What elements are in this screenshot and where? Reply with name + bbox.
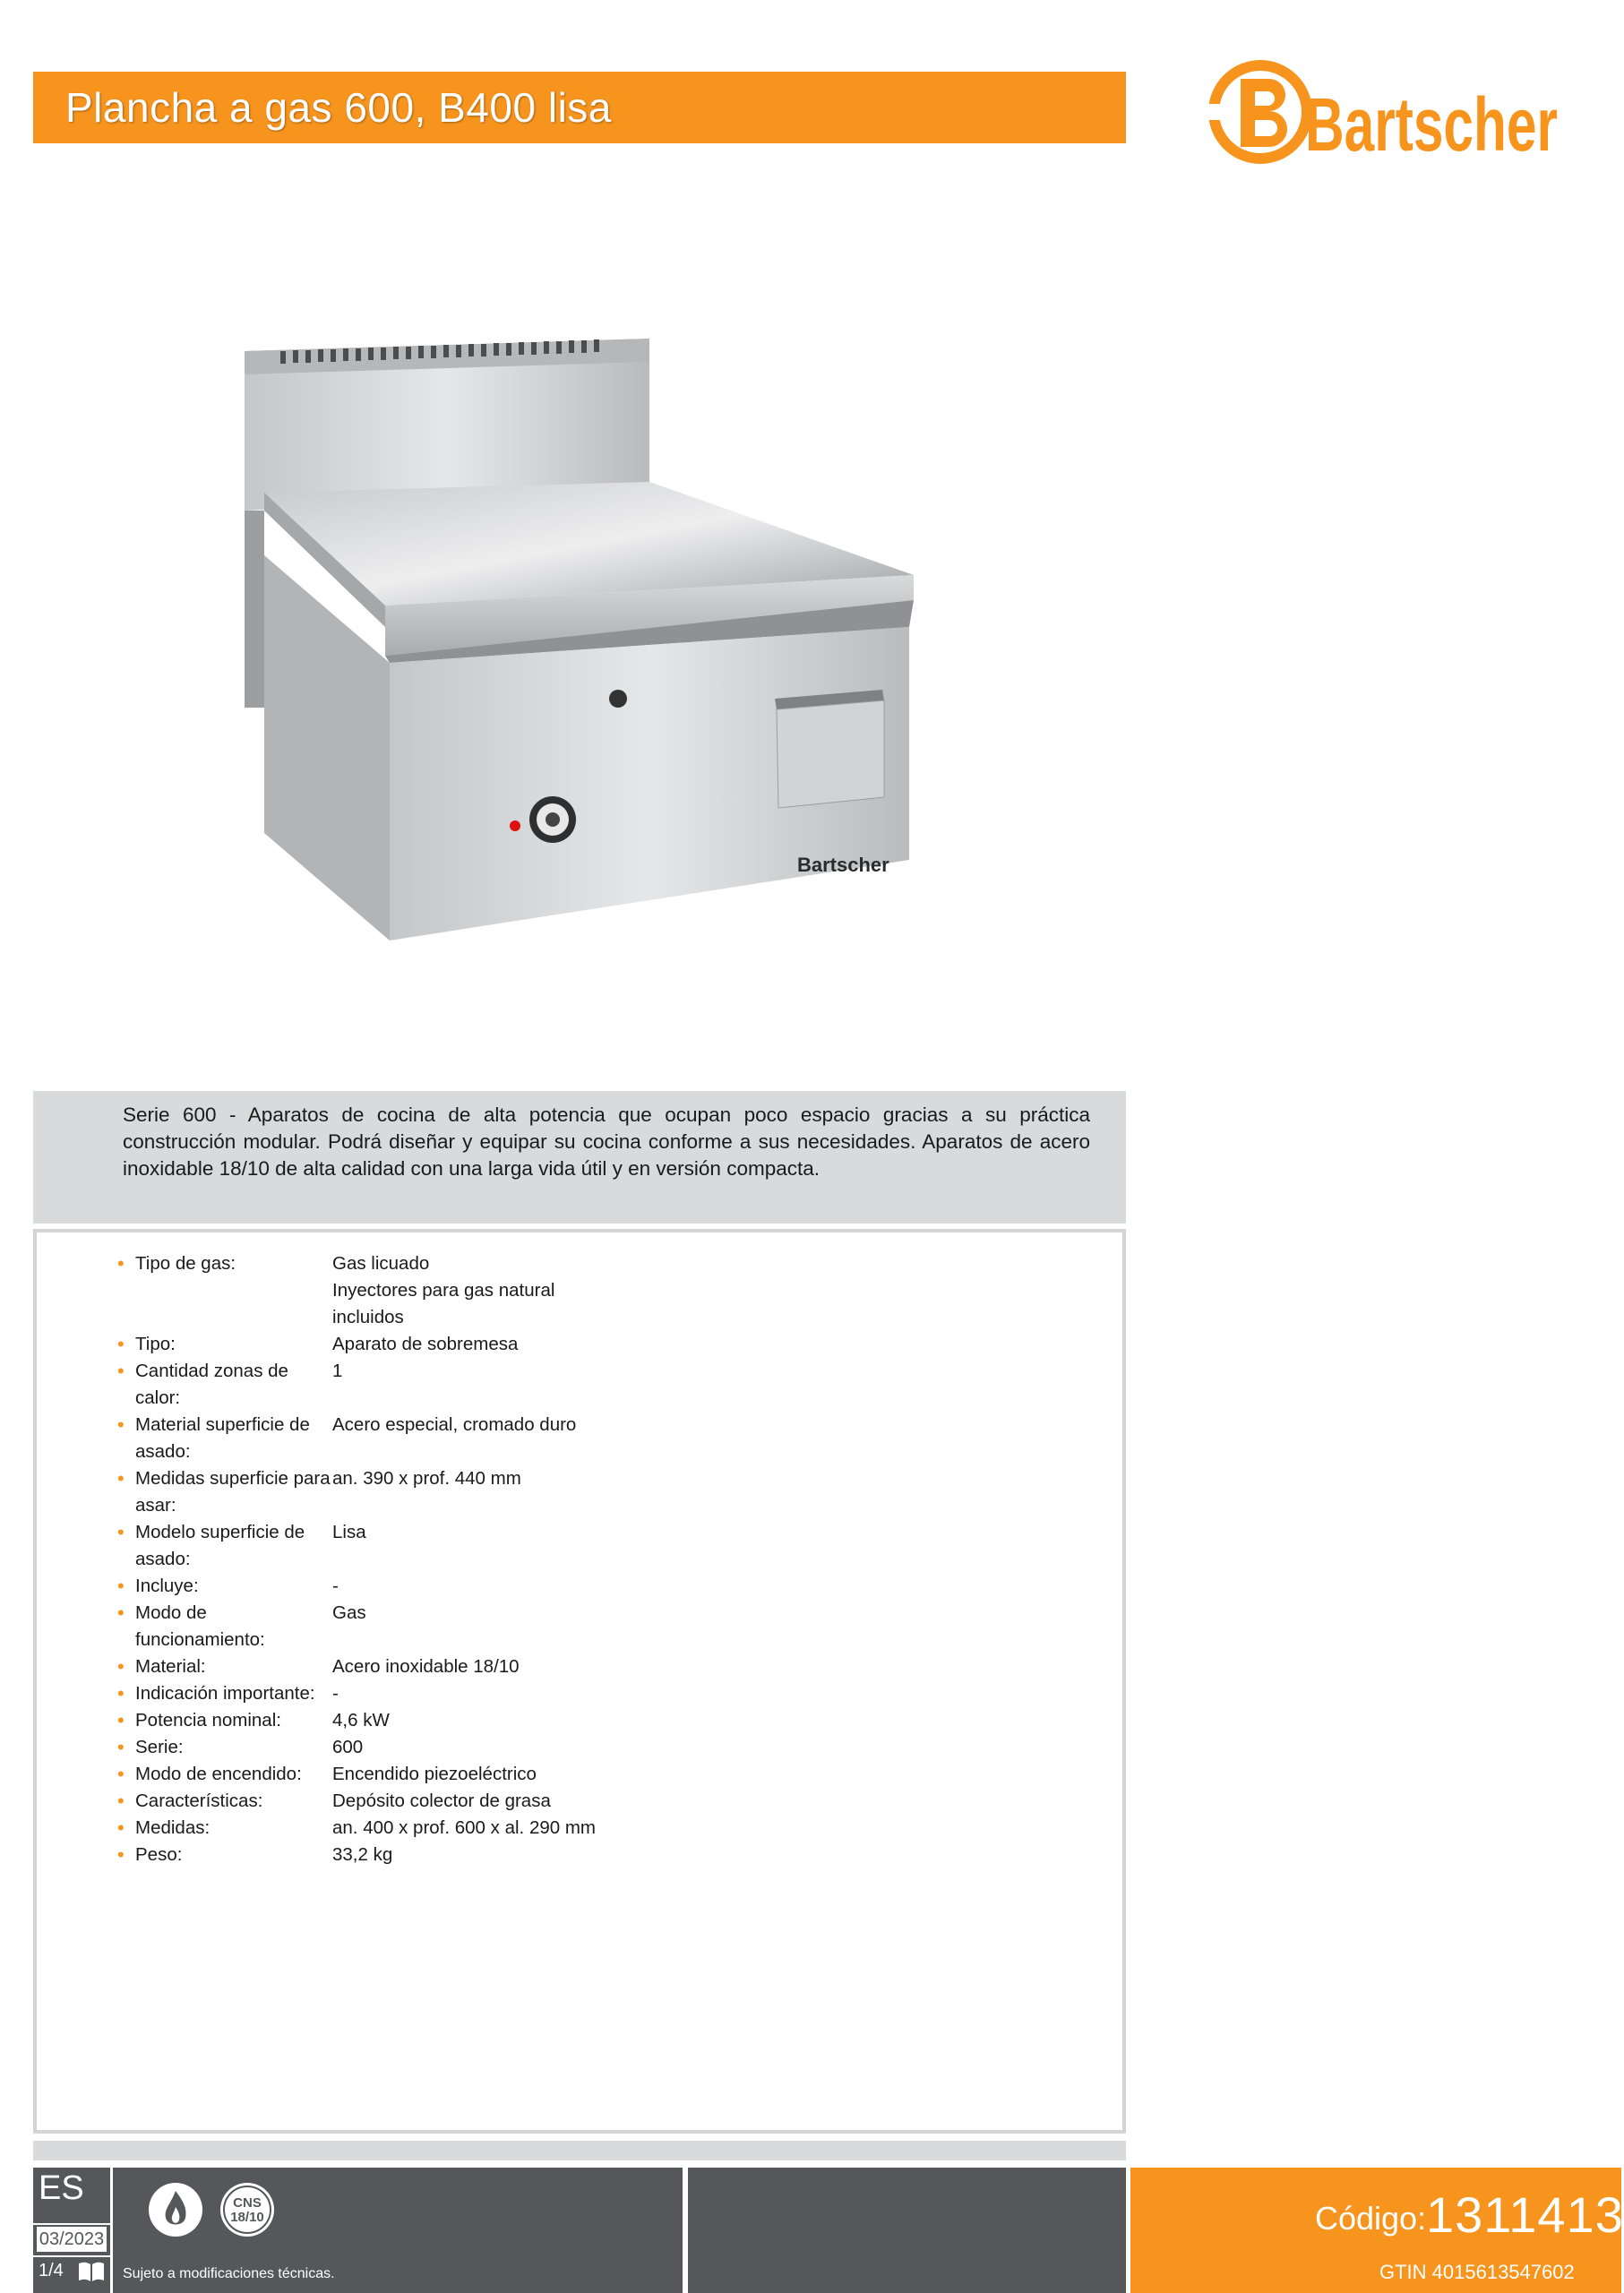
spec-value: - — [332, 1576, 339, 1596]
spec-label: • Indicación importante: — [117, 1680, 332, 1707]
spec-row — [117, 1734, 655, 1761]
spec-label: • Tipo de gas: — [117, 1250, 332, 1331]
spec-row — [117, 1761, 655, 1788]
spec-label: • Material: — [117, 1653, 332, 1680]
spec-label: • Serie: — [117, 1734, 332, 1761]
spec-label: • Potencia nominal: — [117, 1707, 332, 1734]
specs-list — [117, 1250, 655, 1868]
footer — [0, 2168, 1624, 2293]
spec-value: an. 400 x prof. 600 x al. 290 mm — [332, 1817, 596, 1838]
spec-label: • Material superficie de asado: — [117, 1412, 332, 1465]
svg-text:Bartscher: Bartscher — [797, 854, 889, 876]
spec-value: 1 — [332, 1361, 343, 1381]
spec-label: • Incluye: — [117, 1573, 332, 1600]
spec-value: 33,2 kg — [332, 1844, 393, 1865]
spec-label: • Modo de funcionamiento: — [117, 1600, 332, 1653]
footer-top-strip — [33, 2141, 1126, 2160]
spec-value: Aparato de sobremesa — [332, 1334, 519, 1354]
divider — [33, 2223, 112, 2225]
spec-row — [117, 1788, 655, 1815]
footer-code-block — [1130, 2168, 1624, 2293]
book-icon — [78, 2261, 105, 2282]
spec-row — [117, 1680, 655, 1707]
footer-blank-block — [688, 2168, 1126, 2293]
svg-text:18/10: 18/10 — [230, 2210, 264, 2225]
spec-value: Acero inoxidable 18/10 — [332, 1656, 520, 1677]
spec-value: Depósito colector de grasa — [332, 1791, 551, 1811]
footer-info-block — [33, 2168, 683, 2293]
gas-flame-icon — [146, 2180, 205, 2239]
spec-label: • Peso: — [117, 1842, 332, 1868]
spec-label: • Medidas superficie para asar: — [117, 1465, 332, 1519]
svg-text:Bartscher: Bartscher — [1305, 82, 1558, 167]
spec-row — [117, 1573, 655, 1600]
spec-row — [117, 1842, 655, 1868]
spec-value: 4,6 kW — [332, 1710, 390, 1730]
language-code: ES — [39, 2169, 84, 2207]
gtin-number: GTIN 4015613547602 — [1379, 2261, 1575, 2283]
cns-18-10-badge-icon — [218, 2180, 277, 2239]
bartscher-logo — [1205, 54, 1563, 170]
spec-label: • Medidas: — [117, 1815, 332, 1842]
spec-row — [117, 1331, 655, 1358]
divider — [33, 2255, 112, 2257]
spec-row — [117, 1600, 655, 1653]
edition-date: 03/2023 — [37, 2227, 107, 2252]
spec-row — [117, 1707, 655, 1734]
spec-row — [117, 1815, 655, 1842]
spec-label: • Tipo: — [117, 1331, 332, 1358]
spec-label: • Características: — [117, 1788, 332, 1815]
spec-row — [117, 1412, 655, 1465]
specs-panel — [33, 1229, 1126, 2134]
spec-value: Gas licuado Inyectores para gas natural incluidos — [332, 1253, 555, 1327]
technical-note: Sujeto a modificaciones técnicas. — [123, 2266, 335, 2281]
product-code: 1311413 — [1426, 2186, 1624, 2243]
product-image — [237, 331, 945, 940]
page-title: Plancha a gas 600, B400 lisa — [33, 72, 1126, 143]
spec-value: 600 — [332, 1737, 364, 1757]
spec-value: an. 390 x prof. 440 mm — [332, 1468, 521, 1489]
spec-label: • Modo de encendido: — [117, 1761, 332, 1788]
spec-value: Gas — [332, 1602, 366, 1623]
spec-value: Encendido piezoeléctrico — [332, 1764, 537, 1784]
divider — [110, 2168, 113, 2293]
spec-row — [117, 1250, 655, 1331]
svg-text:CNS: CNS — [233, 2195, 262, 2211]
spec-row — [117, 1358, 655, 1412]
intro-paragraph: Serie 600 - Aparatos de cocina de alta potencia que ocupan poco espacio gracias a su práctica construcción modular. Podrá diseñar y equipar su cocina conforme a sus necesidades. Aparatos de acero inoxidable 18/10 de alta calidad con una larga vida útil y en versión compacta. — [33, 1091, 1126, 1224]
spec-row — [117, 1519, 655, 1573]
code-label: Código: — [1315, 2200, 1427, 2237]
spec-row — [117, 1653, 655, 1680]
spec-value: - — [332, 1683, 339, 1704]
spec-label: • Modelo superficie de asado: — [117, 1519, 332, 1573]
spec-row — [117, 1465, 655, 1519]
spec-label: • Cantidad zonas de calor: — [117, 1358, 332, 1412]
page-number: 1/4 — [39, 2261, 64, 2280]
spec-value: Acero especial, cromado duro — [332, 1414, 577, 1435]
spec-value: Lisa — [332, 1522, 366, 1542]
